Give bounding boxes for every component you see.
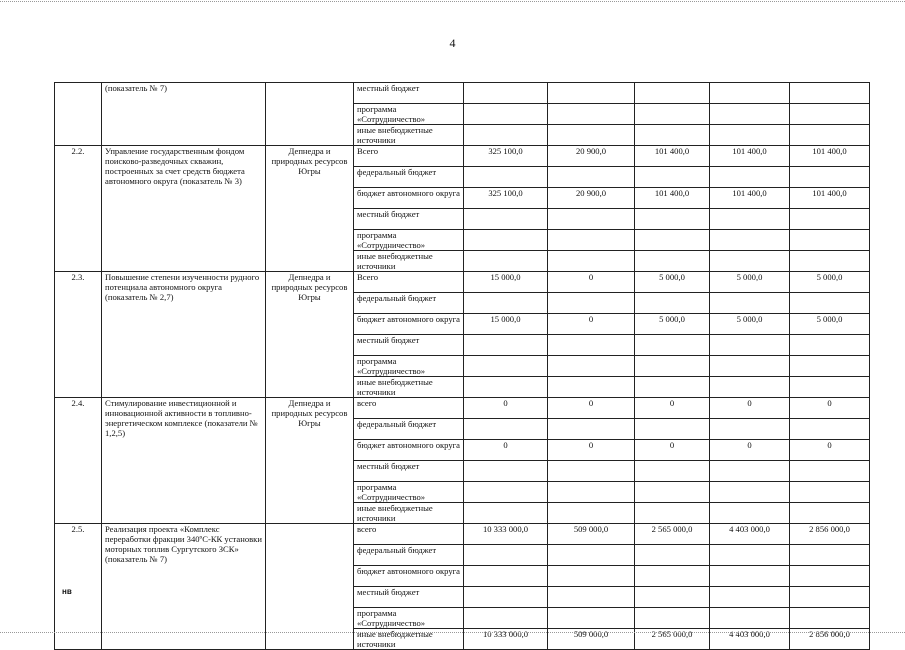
amount-cell: [710, 461, 790, 482]
amount-cell: [710, 335, 790, 356]
amount-cell: [548, 104, 635, 125]
funding-source: местный бюджет: [354, 587, 464, 608]
amount-cell: 0: [790, 440, 870, 461]
row-executor: Депнедра и природных ресурсов Югры: [266, 398, 354, 524]
amount-cell: 15 000,0: [464, 314, 548, 335]
amount-cell: [710, 167, 790, 188]
footer-mark: нв: [62, 587, 72, 596]
amount-cell: [548, 125, 635, 146]
amount-cell: 10 333 000,0: [464, 524, 548, 545]
amount-cell: 101 400,0: [790, 188, 870, 209]
amount-cell: 0: [635, 440, 710, 461]
table-row: [55, 398, 870, 419]
amount-cell: [635, 125, 710, 146]
amount-cell: [710, 125, 790, 146]
amount-cell: [635, 419, 710, 440]
row-number: 2.5.: [55, 524, 102, 650]
amount-cell: [464, 83, 548, 104]
amount-cell: [635, 503, 710, 524]
amount-cell: [548, 482, 635, 503]
row-executor: Депнедра и природных ресурсов Югры: [266, 272, 354, 398]
amount-cell: [548, 230, 635, 251]
funding-source: местный бюджет: [354, 209, 464, 230]
amount-cell: 2 565 000,0: [635, 629, 710, 650]
amount-cell: [790, 503, 870, 524]
amount-cell: 509 000,0: [548, 524, 635, 545]
amount-cell: [635, 566, 710, 587]
amount-cell: [548, 83, 635, 104]
amount-cell: 20 900,0: [548, 188, 635, 209]
amount-cell: [635, 461, 710, 482]
amount-cell: [548, 587, 635, 608]
amount-cell: 5 000,0: [710, 314, 790, 335]
amount-cell: [464, 608, 548, 629]
funding-source: программа «Сотрудничество»: [354, 356, 464, 377]
amount-cell: [548, 356, 635, 377]
amount-cell: [464, 377, 548, 398]
amount-cell: [464, 461, 548, 482]
amount-cell: [710, 230, 790, 251]
amount-cell: [790, 587, 870, 608]
amount-cell: [635, 335, 710, 356]
funding-source: бюджет автономного округа: [354, 188, 464, 209]
amount-cell: [548, 293, 635, 314]
amount-cell: [635, 209, 710, 230]
amount-cell: 325 100,0: [464, 188, 548, 209]
amount-cell: [710, 104, 790, 125]
funding-source: Всего: [354, 146, 464, 167]
amount-cell: 15 000,0: [464, 272, 548, 293]
amount-cell: [464, 419, 548, 440]
amount-cell: [635, 356, 710, 377]
amount-cell: [710, 251, 790, 272]
funding-source: федеральный бюджет: [354, 293, 464, 314]
amount-cell: [548, 251, 635, 272]
amount-cell: [710, 482, 790, 503]
row-executor: Депнедра и природных ресурсов Югры: [266, 146, 354, 272]
funding-source: Всего: [354, 272, 464, 293]
table-row: [55, 272, 870, 293]
funding-source: иные внебюджетные источники: [354, 251, 464, 272]
amount-cell: 5 000,0: [790, 314, 870, 335]
row-description: Повышение степени изученности рудного потенциала автономного округа (показатель № 2,7): [102, 272, 266, 398]
row-number: 2.4.: [55, 398, 102, 524]
funding-source: федеральный бюджет: [354, 419, 464, 440]
amount-cell: [790, 83, 870, 104]
amount-cell: [790, 209, 870, 230]
funding-source: всего: [354, 524, 464, 545]
amount-cell: [790, 377, 870, 398]
amount-cell: [635, 545, 710, 566]
amount-cell: 4 403 000,0: [710, 524, 790, 545]
amount-cell: [464, 167, 548, 188]
amount-cell: [464, 545, 548, 566]
amount-cell: [464, 356, 548, 377]
row-number: [55, 83, 102, 146]
amount-cell: [464, 566, 548, 587]
row-description: Стимулирование инвестиционной и инновационной активности в топливно-энергетическом комплексе (показатели № 1,2,5): [102, 398, 266, 524]
amount-cell: [790, 545, 870, 566]
amount-cell: 2 565 000,0: [635, 524, 710, 545]
table-row: [55, 524, 870, 545]
table-body: [55, 83, 870, 650]
amount-cell: [464, 125, 548, 146]
row-description: Управление государственным фондом поисково-разведочных скважин, построенных за счет средств бюджета автономного округа (показатель № 3): [102, 146, 266, 272]
amount-cell: 0: [710, 398, 790, 419]
amount-cell: [635, 167, 710, 188]
amount-cell: [635, 587, 710, 608]
amount-cell: 101 400,0: [790, 146, 870, 167]
amount-cell: 5 000,0: [710, 272, 790, 293]
amount-cell: [710, 566, 790, 587]
amount-cell: [710, 587, 790, 608]
row-executor: [266, 83, 354, 146]
amount-cell: 0: [635, 398, 710, 419]
scan-edge-top: [0, 1, 905, 2]
amount-cell: [548, 461, 635, 482]
amount-cell: [464, 335, 548, 356]
amount-cell: [790, 461, 870, 482]
amount-cell: 2 856 000,0: [790, 524, 870, 545]
amount-cell: 509 000,0: [548, 629, 635, 650]
budget-table: [54, 82, 870, 650]
amount-cell: [710, 356, 790, 377]
amount-cell: 101 400,0: [635, 188, 710, 209]
amount-cell: [635, 608, 710, 629]
funding-source: программа «Сотрудничество»: [354, 104, 464, 125]
amount-cell: [464, 587, 548, 608]
amount-cell: [790, 356, 870, 377]
row-number: 2.3.: [55, 272, 102, 398]
amount-cell: [790, 419, 870, 440]
funding-source: программа «Сотрудничество»: [354, 230, 464, 251]
amount-cell: 10 333 000,0: [464, 629, 548, 650]
funding-source: бюджет автономного округа: [354, 314, 464, 335]
amount-cell: [710, 293, 790, 314]
amount-cell: 325 100,0: [464, 146, 548, 167]
amount-cell: [464, 230, 548, 251]
amount-cell: [790, 335, 870, 356]
amount-cell: [548, 566, 635, 587]
row-number: 2.2.: [55, 146, 102, 272]
amount-cell: [635, 293, 710, 314]
amount-cell: [548, 377, 635, 398]
amount-cell: [790, 566, 870, 587]
amount-cell: 5 000,0: [790, 272, 870, 293]
page-number: 4: [449, 36, 456, 50]
amount-cell: 5 000,0: [635, 314, 710, 335]
amount-cell: 101 400,0: [635, 146, 710, 167]
amount-cell: 0: [710, 440, 790, 461]
amount-cell: [710, 419, 790, 440]
amount-cell: [635, 482, 710, 503]
amount-cell: [548, 608, 635, 629]
row-executor: [266, 524, 354, 650]
amount-cell: [548, 419, 635, 440]
amount-cell: [790, 608, 870, 629]
amount-cell: [790, 167, 870, 188]
amount-cell: 0: [464, 440, 548, 461]
amount-cell: [710, 503, 790, 524]
amount-cell: [635, 251, 710, 272]
amount-cell: [464, 503, 548, 524]
amount-cell: 0: [548, 272, 635, 293]
amount-cell: [548, 335, 635, 356]
funding-source: иные внебюджетные источники: [354, 377, 464, 398]
amount-cell: [635, 230, 710, 251]
amount-cell: 0: [790, 398, 870, 419]
amount-cell: [635, 104, 710, 125]
row-description: (показатель № 7): [102, 83, 266, 146]
funding-source: бюджет автономного округа: [354, 566, 464, 587]
amount-cell: [790, 251, 870, 272]
amount-cell: [464, 209, 548, 230]
amount-cell: 101 400,0: [710, 146, 790, 167]
amount-cell: 0: [548, 314, 635, 335]
funding-source: всего: [354, 398, 464, 419]
amount-cell: [464, 482, 548, 503]
funding-source: иные внебюджетные источники: [354, 629, 464, 650]
funding-source: бюджет автономного округа: [354, 440, 464, 461]
amount-cell: [710, 83, 790, 104]
amount-cell: [790, 230, 870, 251]
amount-cell: 101 400,0: [710, 188, 790, 209]
funding-source: федеральный бюджет: [354, 545, 464, 566]
amount-cell: [790, 104, 870, 125]
amount-cell: [710, 209, 790, 230]
amount-cell: [710, 608, 790, 629]
amount-cell: 0: [548, 398, 635, 419]
funding-source: местный бюджет: [354, 335, 464, 356]
amount-cell: 0: [548, 440, 635, 461]
table-row: [55, 146, 870, 167]
amount-cell: [710, 545, 790, 566]
funding-source: программа «Сотрудничество»: [354, 482, 464, 503]
amount-cell: [464, 293, 548, 314]
amount-cell: [464, 104, 548, 125]
amount-cell: [790, 293, 870, 314]
amount-cell: 5 000,0: [635, 272, 710, 293]
scan-edge-bottom: [0, 632, 905, 633]
amount-cell: [548, 167, 635, 188]
amount-cell: [790, 125, 870, 146]
amount-cell: [710, 377, 790, 398]
amount-cell: [635, 377, 710, 398]
amount-cell: [464, 251, 548, 272]
funding-source: местный бюджет: [354, 461, 464, 482]
table-row: [55, 83, 870, 104]
amount-cell: [635, 83, 710, 104]
amount-cell: [548, 545, 635, 566]
amount-cell: 20 900,0: [548, 146, 635, 167]
amount-cell: 0: [464, 398, 548, 419]
amount-cell: [548, 209, 635, 230]
amount-cell: 2 856 000,0: [790, 629, 870, 650]
funding-source: федеральный бюджет: [354, 167, 464, 188]
amount-cell: 4 403 000,0: [710, 629, 790, 650]
funding-source: иные внебюджетные источники: [354, 503, 464, 524]
amount-cell: [790, 482, 870, 503]
amount-cell: [548, 503, 635, 524]
funding-source: иные внебюджетные источники: [354, 125, 464, 146]
row-description: Реализация проекта «Комплекс переработки фракции 340ºС-КК установки моторных топлив Сургутского ЗСК» (показатель № 7): [102, 524, 266, 650]
funding-source: местный бюджет: [354, 83, 464, 104]
funding-source: программа «Сотрудничество»: [354, 608, 464, 629]
